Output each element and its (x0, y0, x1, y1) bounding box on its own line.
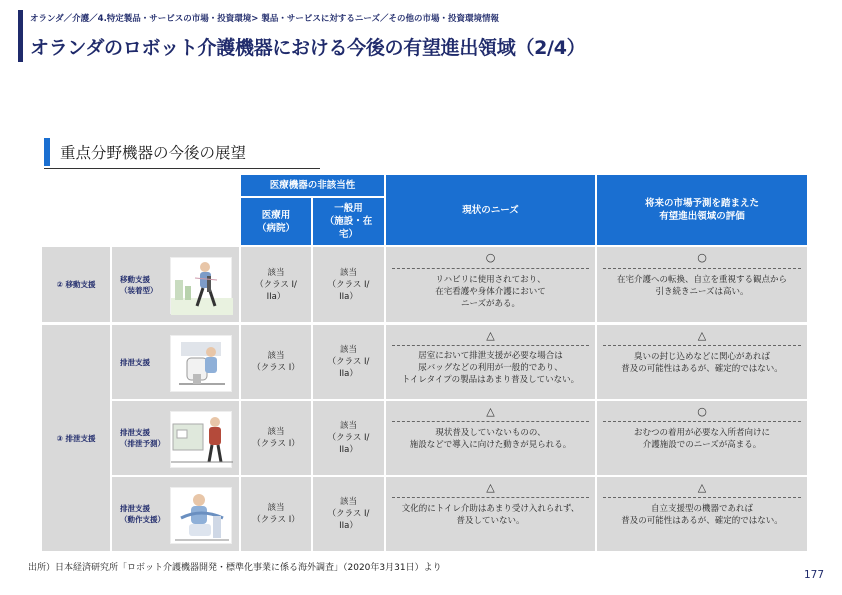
row3-forecast-text (597, 423, 807, 455)
category-excretion (42, 325, 110, 551)
row4-needs-text (386, 499, 595, 531)
row1-forecast-text (597, 270, 807, 302)
source-footnote: 出所）日本経済研究所「ロボット介護機器開発・標準化事業に係る海外調査」（2020年3月31日）より (28, 563, 442, 573)
mobility-robot-image (170, 257, 232, 314)
class-label: 該当 （クラス I） (252, 351, 300, 373)
needs-text: リハビリに使用されており、 在宅看護や身体介護において ニーズがある。 (435, 275, 546, 309)
header-needs (386, 175, 595, 245)
row3-needs-mark (386, 403, 595, 419)
toilet-assist-illustration (171, 336, 233, 393)
row1-needs-text (386, 270, 595, 314)
page-title: オランダのロボット介護機器における今後の有望進出領域（2/4） (30, 37, 586, 59)
header-medical-label: 医療機器の非該当性 (269, 180, 356, 191)
sub-label: 排泄支援 （排泄予測） (120, 428, 165, 448)
walking-assist-illustration (171, 258, 233, 315)
header-hospital-label: 医療用 （病院） (256, 209, 295, 234)
evaluation-mark: △ (486, 404, 495, 418)
class-label: 該当 （クラス I） (252, 503, 300, 525)
row3-general-class (313, 401, 384, 475)
section-title: 重点分野機器の今後の展望 (60, 144, 247, 162)
evaluation-mark: ○ (697, 250, 707, 264)
class-label: 該当 （クラス I/ IIa） (255, 267, 297, 302)
evaluation-mark: △ (697, 480, 707, 494)
title-accent-bar (18, 10, 23, 62)
needs-text: 文化的にトイレ介助はあまり受け入れられず、 普及していない。 (401, 504, 580, 526)
section-underline (44, 168, 320, 169)
row3-needs-text (386, 423, 595, 455)
sub-label: 排泄支援 (120, 357, 150, 367)
row2-general-class (313, 325, 384, 399)
row2-forecast-mark (597, 327, 807, 343)
breadcrumb: オランダ／介護／4.特定製品・サービスの市場・投資環境> 製品・サービスに対するニーズ／その他の市場・投資環境情報 (30, 14, 499, 24)
sub-label: 移動支援 （装着型） (120, 274, 158, 295)
needs-text: 現状普及していないものの、 施設などで導入に向けた動きが見られる。 (409, 428, 572, 450)
header-needs-label: 現状のニーズ (462, 204, 519, 216)
evaluation-mark: △ (486, 480, 495, 494)
row1-hospital-class (241, 247, 311, 322)
row2-forecast-divider (603, 345, 801, 346)
row1-general-class (313, 247, 384, 322)
row1-forecast-divider (603, 268, 801, 269)
row1-forecast-mark (597, 249, 807, 265)
row2-needs-text (386, 347, 595, 389)
forecast-text: 在宅介護への転換、自立を重視する観点から 引き続きニーズは高い。 (616, 275, 787, 297)
row3-forecast-divider (603, 421, 801, 422)
excretion-robot-image (170, 335, 232, 392)
header-general-label: 一般用 （施設・在 宅） (324, 203, 373, 240)
row4-forecast-mark (597, 479, 807, 495)
row1-needs-divider (392, 268, 589, 269)
prediction-robot-image (170, 411, 232, 468)
motion-robot-image (170, 487, 232, 544)
section-accent-bar (44, 138, 50, 166)
needs-text: 居室において排泄支援が必要な場合は 尿バッグなどの利用が一般的であり、 トイレタイプの製品はあまり普及していない。 (401, 351, 580, 385)
excretion-prediction-illustration (171, 412, 233, 469)
row2-forecast-text (597, 347, 807, 379)
class-label: 該当 （クラス I） (252, 427, 300, 449)
evaluation-mark: ○ (485, 250, 496, 264)
forecast-text: 臭いの封じ込めなどに関心があれば 普及の可能性はあるが、確定的ではない。 (621, 352, 783, 374)
row4-needs-mark (386, 479, 595, 495)
header-general (313, 198, 384, 245)
row4-hospital-class (241, 477, 311, 551)
class-label: 該当 （クラス I/ IIa） (327, 497, 370, 531)
category-label: ③ 排泄支援 (56, 433, 96, 443)
category-label: ② 移動支援 (56, 280, 96, 289)
header-forecast-label: 将来の市場予測を踏まえた 有望進出領域の評価 (644, 198, 759, 222)
class-label: 該当 （クラス I/ IIa） (327, 421, 370, 455)
evaluation-mark: ○ (697, 404, 707, 418)
evaluation-mark: △ (697, 328, 707, 342)
motion-assist-illustration (171, 488, 233, 545)
class-label: 該当 （クラス I/ IIa） (327, 267, 370, 302)
row4-general-class (313, 477, 384, 551)
header-forecast (597, 175, 807, 245)
sub-label: 排泄支援 （動作支援） (120, 504, 165, 524)
row2-needs-divider (392, 345, 589, 346)
row4-forecast-text (597, 499, 807, 531)
forecast-text: 自立支援型の機器であれば 普及の可能性はあるが、確定的ではない。 (621, 504, 783, 526)
row2-hospital-class (241, 325, 311, 399)
page-number: 177 (804, 569, 825, 581)
row4-needs-divider (392, 497, 589, 498)
header-medical-device (241, 175, 384, 196)
evaluation-mark: △ (486, 328, 495, 342)
row3-needs-divider (392, 421, 589, 422)
header-hospital (241, 198, 311, 245)
row1-needs-mark (386, 249, 595, 265)
forecast-text: おむつの着用が必要な入所者向けに 介護施設でのニーズが高まる。 (633, 428, 770, 450)
row4-forecast-divider (603, 497, 801, 498)
class-label: 該当 （クラス I/ IIa） (327, 345, 370, 379)
category-mobility (42, 247, 110, 322)
row3-hospital-class (241, 401, 311, 475)
row2-needs-mark (386, 327, 595, 343)
row3-forecast-mark (597, 403, 807, 419)
